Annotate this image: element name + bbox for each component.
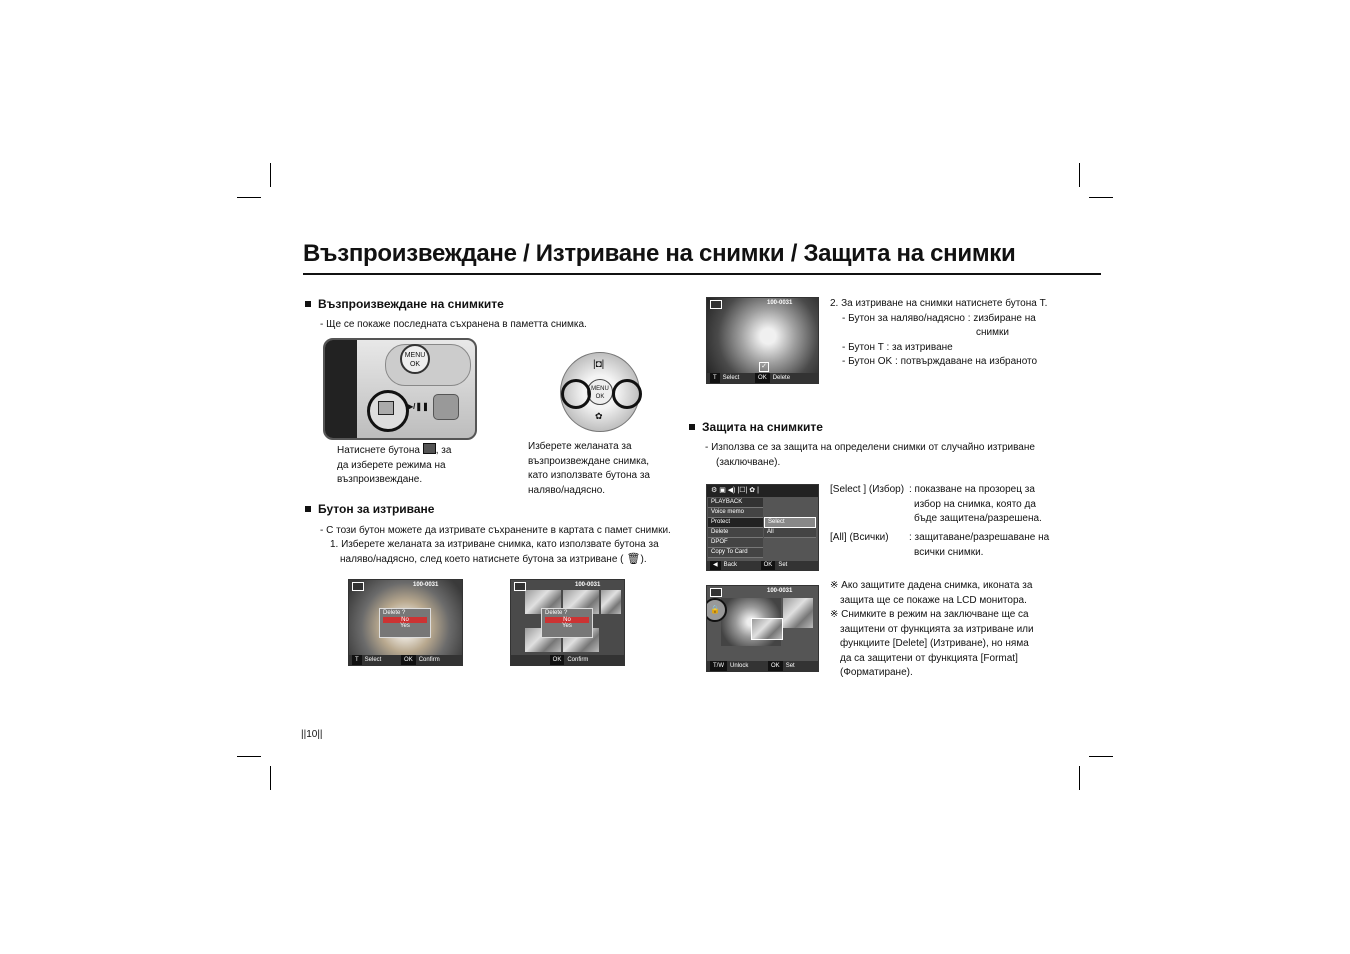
bullet-square-icon <box>689 424 695 430</box>
crop-mark <box>1079 766 1080 790</box>
screen-footer: T Select OK Delete <box>707 373 818 383</box>
dial-menu-label: MENU <box>591 386 609 392</box>
lock-icon-highlight: 🔒 <box>706 598 727 622</box>
menu-item-selected[interactable]: Protect <box>708 518 763 528</box>
trash-icon: 🗑 <box>623 553 641 565</box>
dialog-title: Delete ? <box>545 610 568 616</box>
dialog-option-yes[interactable]: Yes <box>400 623 410 629</box>
playback-indicator-icon <box>710 588 722 597</box>
dial-bottom-icon: ✿ <box>595 411 603 421</box>
file-counter: 100-0031 <box>767 588 793 594</box>
play-button-icon <box>378 401 394 415</box>
menu-header: PLAYBACK <box>708 498 763 508</box>
delete-screen-single <box>348 579 463 666</box>
playback-indicator-icon <box>352 582 364 591</box>
camera-ok-label: OK <box>409 361 421 368</box>
submenu-item[interactable]: All <box>764 528 816 538</box>
protect-menu-screen <box>706 484 819 571</box>
protect-lock-screen <box>706 585 819 672</box>
menu-list <box>708 498 763 558</box>
delete-dialog <box>379 608 431 638</box>
delete-dialog <box>541 608 593 638</box>
protect-heading: Защита на снимките <box>689 420 823 434</box>
dial-right-ring <box>612 379 642 409</box>
bullet-square-icon <box>305 301 311 307</box>
dial-left-ring <box>561 379 591 409</box>
crop-mark <box>1079 163 1080 187</box>
step2-text: 2. За изтриване на снимки натиснете бутона T. - Бутон за наляво/надясно : zизбиране на снимки - Бутон T : за изтриване - Бутон OK : потвърждаване на избраното <box>830 298 1048 367</box>
crop-mark <box>1089 197 1113 198</box>
file-counter: 100-0031 <box>575 582 601 588</box>
file-counter: 100-0031 <box>413 582 439 588</box>
playback-heading: Възпроизвеждане на снимките <box>305 297 504 311</box>
playback-indicator-icon <box>710 300 722 309</box>
caption-dial: Изберете желаната за възпроизвеждане снимка, като използвате бутона за наляво/надясно. <box>528 441 650 496</box>
page-title: Възпроизвеждане / Изтриване на снимки / Защита на снимки <box>303 240 1016 267</box>
protect-line2: (заключване). <box>716 457 781 468</box>
menu-tab-bar: ⚙ ▣ ◀) |☐| ✿ | <box>707 485 819 497</box>
crop-mark <box>237 756 261 757</box>
bullet-square-icon <box>305 506 311 512</box>
menu-item[interactable]: DPOF <box>708 538 763 548</box>
crop-mark <box>270 163 271 187</box>
delete-line2: 1. Изберете желаната за изтриване снимка, като използвате бутона за <box>330 539 659 550</box>
left-arrow-icon: ◀ <box>710 561 721 570</box>
delete-select-screen <box>706 297 819 384</box>
protect-notes: ※ Ако защитите дадена снимка, иконата за защита ще се покаже на LCD монитора. ※ Снимките в режим на заключване ще са защитени от функцията за изтриване или функциите [Delete] (Изтриване), но няма да са защитени от функцията [Format] (Форматиране). <box>830 580 1034 678</box>
screen-footer: T Select OK Confirm <box>349 655 462 665</box>
menu-item[interactable]: Copy To Card <box>708 548 763 558</box>
camera-back-illustration <box>323 338 477 440</box>
dial-top-icon: |◘| <box>593 359 605 370</box>
title-rule <box>303 273 1101 275</box>
screen-footer: OK Confirm <box>511 655 624 665</box>
dialog-option-no[interactable]: No <box>545 617 589 623</box>
playback-indicator-icon <box>514 582 526 591</box>
page-number: ||10|| <box>301 729 323 740</box>
menu-item[interactable]: Delete <box>708 528 763 538</box>
crop-mark <box>237 197 261 198</box>
submenu-item-selected[interactable]: Select <box>764 517 816 528</box>
checkbox-icon[interactable]: ✓ <box>759 362 769 372</box>
playback-mode-icon <box>423 443 436 454</box>
menu-item[interactable]: Voice memo <box>708 508 763 518</box>
playback-line: - Ще се покаже последната съхранена в паметта снимка. <box>320 319 587 330</box>
camera-menu-label: MENU <box>404 352 426 359</box>
dial-ok-label: OK <box>595 394 605 400</box>
play-pause-icon: ▶/❚❚ <box>407 402 429 411</box>
protect-line1: - Използва се за защита на определени снимки от случайно изтриване <box>705 442 1035 453</box>
screen-footer: ◀ Back OK Set <box>707 561 818 570</box>
dial-illustration <box>560 352 640 432</box>
all-desc: : защитаване/разрешаване на всички снимки. <box>909 532 1050 558</box>
crop-mark <box>1089 756 1113 757</box>
delete-line3: наляво/надясно, след което натиснете бутона за изтриване ( 🗑). <box>340 553 647 565</box>
delete-screen-thumbnails <box>510 579 625 666</box>
dialog-option-yes[interactable]: Yes <box>562 623 572 629</box>
dialog-title: Delete ? <box>383 610 406 616</box>
select-term: [Select ] (Избор) <box>830 484 905 495</box>
crop-mark <box>270 766 271 790</box>
select-desc: : показване на прозорец за избор на снимка, която да бъде защитена/разрешена. <box>909 484 1042 524</box>
delete-heading: Бутон за изтриване <box>305 502 434 516</box>
all-term: [All] (Всички) <box>830 532 889 543</box>
file-counter: 100-0031 <box>767 300 793 306</box>
delete-line1: - С този бутон можете да изтривате съхранените в картата с памет снимки. <box>320 525 671 536</box>
submenu-list <box>764 517 816 538</box>
screen-footer: T/W Unlock OK Set <box>707 661 818 671</box>
caption-play-button: Натиснете бутона , за да изберете режима на възпроизвеждане. <box>337 445 452 485</box>
dialog-option-no[interactable]: No <box>383 617 427 623</box>
